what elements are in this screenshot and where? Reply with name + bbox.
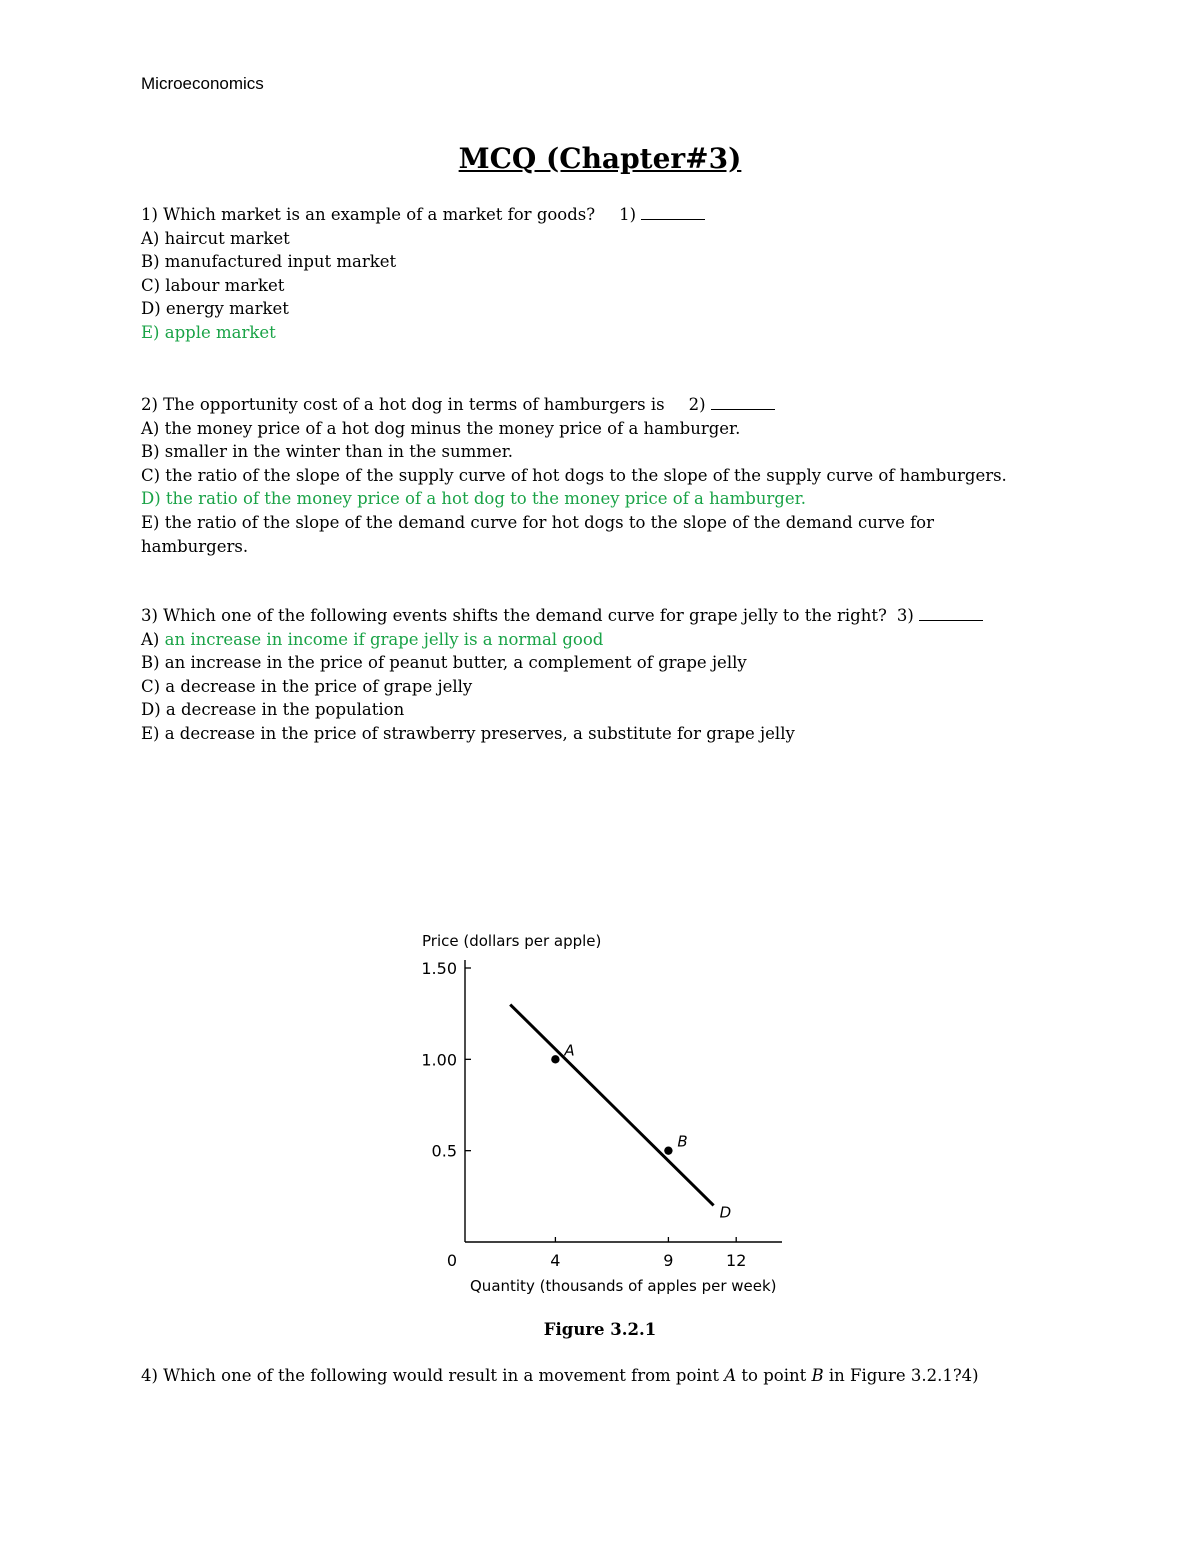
question-4-point-b: B [811, 1366, 824, 1385]
question-1 [141, 203, 1061, 345]
chart-ticks [421, 959, 746, 1270]
question-3-stem: 3) Which one of the following events shifts the demand curve for grape jelly to the right? [141, 606, 887, 625]
answer-blank-2 [711, 394, 775, 410]
question-4-stem-end: in Figure 3.2.1?4) [828, 1366, 979, 1385]
option-3b: B) an increase in the price of peanut butter, a complement of grape jelly [141, 653, 747, 673]
figure-caption: Figure 3.2.1 [543, 1320, 657, 1339]
y-tick-label: 1.00 [421, 1050, 457, 1070]
question-4 [141, 1366, 979, 1385]
x-tick-label: 4 [550, 1251, 561, 1270]
question-4-stem-mid: to point [741, 1366, 807, 1385]
option-3d: D) a decrease in the population [141, 700, 405, 720]
question-4-point-a: A [724, 1366, 737, 1385]
chart-xlabel: Quantity (thousands of apples per week) [470, 1277, 777, 1295]
y-tick-label: 0.5 [431, 1141, 457, 1161]
option-3e: E) a decrease in the price of strawberry preserves, a substitute for grape jelly [141, 723, 795, 743]
demand-curve-line [510, 1005, 713, 1206]
point-a-label: A [564, 1041, 575, 1060]
option-2b: B) smaller in the winter than in the summer. [141, 442, 514, 462]
option-1c: C) labour market [141, 275, 285, 295]
question-4-stem-start: 4) Which one of the following would result in a movement from point [141, 1366, 719, 1385]
question-2-stem: 2) The opportunity cost of a hot dog in terms of hamburgers is [141, 395, 665, 414]
question-2-stem-line [141, 393, 1061, 417]
question-3 [141, 604, 1061, 746]
question-2 [141, 393, 1061, 558]
option-2c: C) the ratio of the slope of the supply curve of hot dogs to the slope of the supply curve of hamburgers. [141, 465, 1007, 485]
option-1a: A) haircut market [141, 228, 290, 248]
question-2-number: 2) [688, 395, 706, 414]
option-2e: E) the ratio of the slope of the demand curve for hot dogs to the slope of the demand curve for hamburgers. [141, 512, 935, 556]
answer-blank-3 [919, 605, 983, 621]
option-1e-correct: E) apple market [141, 322, 276, 342]
chart-points [551, 1041, 687, 1155]
option-2d-correct: D) the ratio of the money price of a hot dog to the money price of a hamburger. [141, 489, 806, 509]
point-a-marker [551, 1055, 559, 1063]
question-1-stem-line [141, 203, 1061, 227]
option-1d: D) energy market [141, 299, 289, 319]
answer-blank-1 [641, 204, 705, 220]
point-b-label: B [677, 1132, 688, 1151]
x-tick-label: 0 [446, 1251, 458, 1270]
y-tick-label: 1.50 [421, 959, 457, 978]
x-tick-label: 12 [726, 1251, 747, 1270]
page-title: MCQ (Chapter#3) [458, 142, 742, 175]
question-3-stem-line [141, 604, 1061, 628]
option-3a-correct-text: an increase in income if grape jelly is a normal good [164, 629, 604, 649]
demand-curve-label: D [719, 1203, 732, 1222]
point-b-marker [664, 1146, 672, 1154]
page-header: Microeconomics [141, 74, 264, 93]
option-3c: C) a decrease in the price of grape jelly [141, 676, 473, 696]
option-1b: B) manufactured input market [141, 252, 397, 272]
question-1-stem: 1) Which market is an example of a market for goods? [141, 205, 596, 224]
question-3-number: 3) [896, 606, 914, 625]
option-3a [141, 628, 1061, 652]
option-3a-letter: A) [141, 629, 160, 649]
x-tick-label: 9 [663, 1251, 674, 1270]
option-2a: A) the money price of a hot dog minus the money price of a hamburger. [141, 418, 741, 438]
question-1-number: 1) [619, 205, 637, 224]
chart-ylabel: Price (dollars per apple) [422, 932, 602, 950]
chart-series [510, 1005, 731, 1222]
